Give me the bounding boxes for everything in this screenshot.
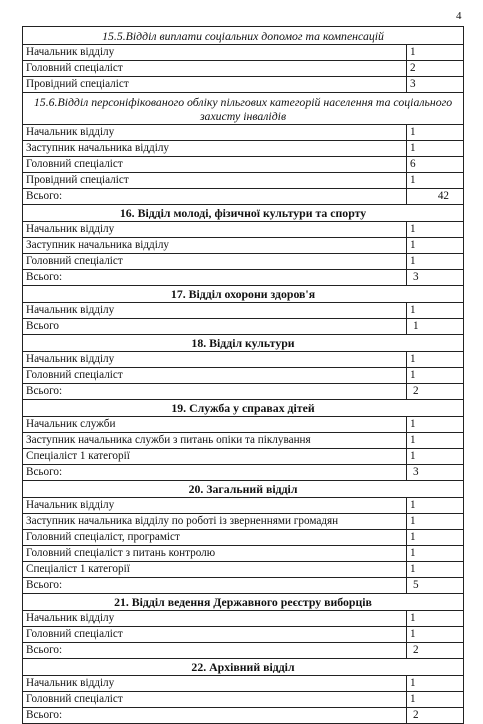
table-row [23,449,464,465]
table-row [23,303,464,319]
position-name: Головний спеціаліст [23,254,407,270]
section-header [23,659,464,676]
position-name: Головний спеціаліст, програміст [23,530,407,546]
table-row [23,498,464,514]
staff-count: 1 [407,562,464,578]
total-row [23,578,464,594]
staff-count: 1 [407,433,464,449]
table-row [23,530,464,546]
staff-count: 1 [407,676,464,692]
table-row [23,254,464,270]
section-header [23,400,464,417]
staffing-table-body [23,27,464,724]
total-label: Всього: [23,384,407,400]
section-header [23,27,464,45]
table-row [23,433,464,449]
staff-count: 1 [407,417,464,433]
table-row [23,546,464,562]
total-count: 42 [407,189,464,205]
position-name: Провідний спеціаліст [23,77,407,93]
table-row [23,61,464,77]
position-name: Заступник начальника служби з питань опіки та піклування [23,433,407,449]
section-header [23,286,464,303]
section-title: 18. Відділ культури [23,335,464,352]
staff-count: 1 [407,514,464,530]
table-row [23,562,464,578]
section-title: 19. Служба у справах дітей [23,400,464,417]
section-header [23,481,464,498]
section-title: 21. Відділ ведення Державного реєстру виборців [23,594,464,611]
total-row [23,270,464,286]
position-name: Спеціаліст 1 категорії [23,562,407,578]
position-name: Начальник відділу [23,222,407,238]
table-row [23,45,464,61]
position-name: Заступник начальника відділу [23,141,407,157]
total-row [23,384,464,400]
total-row [23,465,464,481]
table-row [23,676,464,692]
position-name: Начальник відділу [23,125,407,141]
staff-count: 1 [407,498,464,514]
staff-count: 2 [407,61,464,77]
position-name: Начальник служби [23,417,407,433]
total-label: Всього: [23,270,407,286]
total-row [23,189,464,205]
total-label: Всього: [23,643,407,659]
position-name: Начальник відділу [23,352,407,368]
total-count: 3 [407,465,464,481]
table-row [23,125,464,141]
total-row [23,708,464,724]
position-name: Заступник начальника відділу [23,238,407,254]
table-row [23,238,464,254]
position-name: Начальник відділу [23,611,407,627]
position-name: Начальник відділу [23,498,407,514]
section-title: 22. Архівний відділ [23,659,464,676]
position-name: Головний спеціаліст [23,157,407,173]
staff-count: 1 [407,303,464,319]
position-name: Головний спеціаліст [23,61,407,77]
section-title: 16. Відділ молоді, фізичної культури та спорту [23,205,464,222]
section-title: 20. Загальний відділ [23,481,464,498]
total-count: 1 [407,319,464,335]
position-name: Начальник відділу [23,45,407,61]
position-name: Провідний спеціаліст [23,173,407,189]
section-title: 15.6.Відділ персоніфікованого обліку пільгових категорій населення та соціального захисту інвалідів [23,93,464,125]
staffing-table [22,26,464,724]
table-row [23,141,464,157]
total-row [23,643,464,659]
section-header [23,205,464,222]
section-header [23,594,464,611]
staff-count: 1 [407,611,464,627]
staff-count: 1 [407,546,464,562]
staff-count: 1 [407,352,464,368]
staff-count: 3 [407,77,464,93]
total-count: 2 [407,384,464,400]
staff-count: 1 [407,254,464,270]
staff-count: 1 [407,125,464,141]
staff-count: 1 [407,692,464,708]
table-row [23,368,464,384]
position-name: Начальник відділу [23,676,407,692]
total-label: Всього: [23,708,407,724]
position-name: Головний спеціаліст [23,692,407,708]
section-header [23,335,464,352]
table-row [23,157,464,173]
position-name: Головний спеціаліст з питань контролю [23,546,407,562]
table-row [23,627,464,643]
staff-count: 1 [407,238,464,254]
staff-count: 1 [407,45,464,61]
total-count: 2 [407,643,464,659]
position-name: Спеціаліст 1 категорії [23,449,407,465]
staff-count: 1 [407,627,464,643]
page-number: 4 [456,10,462,22]
staff-count: 1 [407,530,464,546]
staff-count: 1 [407,449,464,465]
total-count: 3 [407,270,464,286]
table-row [23,352,464,368]
table-row [23,222,464,238]
total-label: Всього: [23,465,407,481]
position-name: Заступник начальника відділу по роботі із зверненнями громадян [23,514,407,530]
total-label: Всього: [23,189,407,205]
section-header [23,93,464,125]
table-row [23,611,464,627]
staff-count: 1 [407,368,464,384]
staff-count: 1 [407,173,464,189]
total-count: 2 [407,708,464,724]
table-row [23,417,464,433]
total-row [23,319,464,335]
total-count: 5 [407,578,464,594]
table-row [23,173,464,189]
position-name: Головний спеціаліст [23,627,407,643]
total-label: Всього: [23,578,407,594]
section-title: 15.5.Відділ виплати соціальних допомог та компенсацій [23,27,464,45]
staff-count: 1 [407,141,464,157]
position-name: Головний спеціаліст [23,368,407,384]
position-name: Начальник відділу [23,303,407,319]
table-row [23,514,464,530]
table-row [23,77,464,93]
section-title: 17. Відділ охорони здоров'я [23,286,464,303]
staff-count: 1 [407,222,464,238]
staff-count: 6 [407,157,464,173]
total-label: Всього [23,319,407,335]
